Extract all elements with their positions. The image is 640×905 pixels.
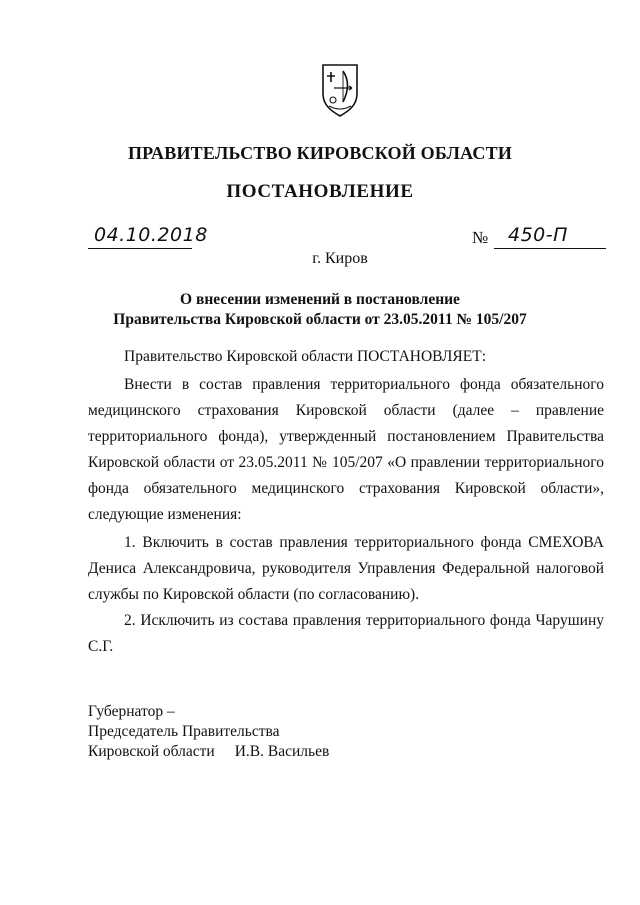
document-type-heading: ПОСТАНОВЛЕНИЕ: [226, 181, 414, 202]
city-name: г. Киров: [312, 250, 368, 267]
signature-title-1: Губернатор –: [88, 703, 175, 720]
document-subject: [0, 290, 640, 330]
item-1-text: 1. Включить в состав правления территориального фонда СМЕХОВА Дениса Александровича, руководителя Управления Федеральной налоговой службы по Кировской области (по согласованию).: [88, 534, 604, 603]
subject-line-2: Правительства Кировской области от 23.05.2011 № 105/207: [113, 311, 527, 328]
main-paragraph: [88, 372, 604, 528]
main-text: Внести в состав правления территориального фонда обязательного медицинского страхования Кировской области (далее – правление территориального фонда), утвержденный постановлением Правительства Кировской области от 23.05.2011 № 105/207 «О правлении территориального фонда обязательного медицинского страхования Кировской области», следующие изменения:: [88, 376, 604, 523]
signature-block: [88, 702, 329, 762]
signature-title-3: Кировской области: [88, 743, 215, 760]
document-date-field: [88, 224, 208, 249]
document-date: 04.10.2018: [94, 224, 208, 246]
coat-of-arms-icon: [319, 62, 361, 118]
resolution-intro: [88, 344, 604, 370]
document-number-field: [494, 224, 606, 249]
item-1-paragraph: [88, 530, 604, 608]
government-title: ПРАВИТЕЛЬСТВО КИРОВСКОЙ ОБЛАСТИ: [127, 143, 513, 163]
signature-title-3-row: [88, 742, 329, 762]
subject-line-1: О внесении изменений в постановление: [180, 291, 460, 308]
signature-title-2: Председатель Правительства: [88, 723, 280, 740]
signatory-name: И.В. Васильев: [234, 743, 330, 760]
document-number: 450-П: [508, 224, 568, 246]
item-2-paragraph: [88, 608, 604, 660]
intro-text: Правительство Кировской области ПОСТАНОВЛЯЕТ:: [124, 348, 487, 365]
number-sign: №: [472, 228, 489, 247]
item-2-text: 2. Исключить из состава правления территориального фонда Чарушину С.Г.: [88, 612, 604, 655]
